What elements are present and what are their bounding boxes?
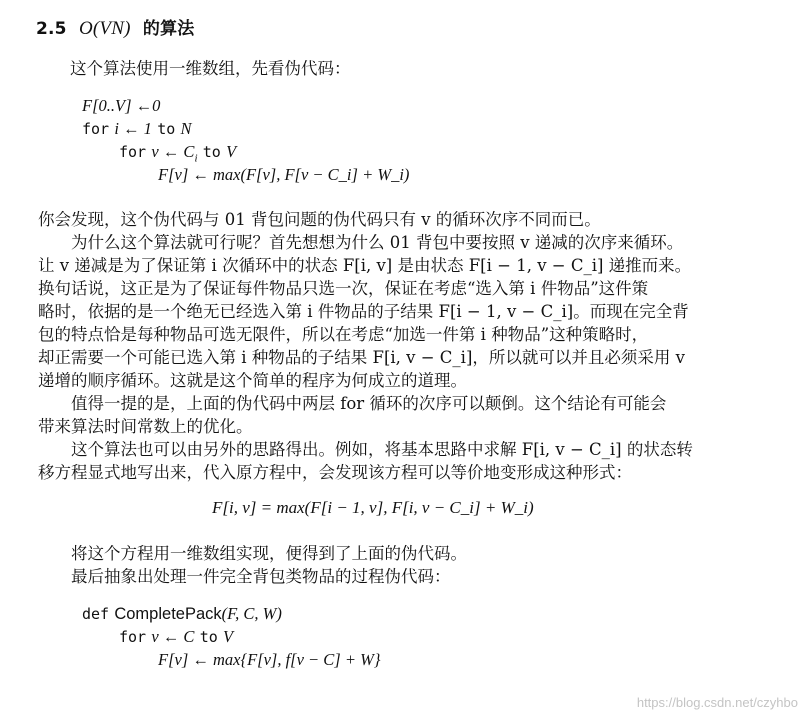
code2-line3: F[v] ← max{F[v], f[v − C] + W} [158,650,381,669]
code1-line3-end: V [226,142,237,161]
code1-line3-mid: v ← C [151,142,195,161]
intro-text: 这个算法使用一维数组，先看伪代码： [70,59,351,78]
paragraph-line: 包的特点恰是每种物品可选无限件，所以在考虑“加选一件第 i 种物品”这种策略时， [38,325,649,344]
section-heading [36,14,194,40]
paragraph-line: 略时，依据的是一个绝无已经选入第 i 件物品的子结果 F[i − 1, v − C_i]。而现在完全背 [38,302,689,321]
code1-line3 [119,142,236,164]
display-equation: F[i, v] = max(F[i − 1, v], F[i, v − C_i] + W_i) [212,498,534,517]
code1-line3-for: for [119,143,147,161]
code1-line2-to: to [157,120,176,138]
code1-line2 [82,119,192,139]
code1-line1: F[0..V] ←0 [82,96,161,115]
code2-fn-name: CompletePack [114,605,222,623]
code1-line4: F[v] ← max(F[v], F[v − C_i] + W_i) [158,165,410,184]
code2-line2-to: to [199,628,218,646]
code2-def: def [82,605,110,623]
code2-line2-for: for [119,628,147,646]
paragraph-line: 却正需要一个可能已选入第 i 种物品的子结果 F[i, v − C_i]，所以就可以并且必须采用 v [38,348,685,367]
paragraph-line: 最后抽象出处理一件完全背包类物品的过程伪代码： [38,567,451,586]
section-number: 2.5 [36,19,67,39]
code1-line3-to: to [202,143,221,161]
watermark-text: https://blog.csdn.net/czyhbo [636,695,798,710]
code1-line2-end: N [180,119,192,138]
paragraph-line: 将这个方程用一维数组实现，便得到了上面的伪代码。 [38,544,467,563]
paragraph-line: 带来算法时间常数上的优化。 [38,417,253,436]
paragraph-line: 这个算法也可以由另外的思路得出。例如，将基本思路中求解 F[i, v − C_i] 的状态转 [38,440,693,459]
section-title-suffix: 的算法 [142,19,195,39]
paragraph-line: 让 v 递减是为了保证第 i 次循环中的状态 F[i, v] 是由状态 F[i − 1, v − C_i] 递推而来。 [38,256,692,275]
code2-fn-args: (F, C, W) [221,604,282,623]
code1-line2-mid: i ← 1 [114,119,152,138]
paragraph-line: 换句话说，这正是为了保证每件物品只选一次，保证在考虑“选入第 i 件物品”这件策 [38,279,649,298]
paragraph-line: 递增的顺序循环。这就是这个简单的程序为何成立的道理。 [38,371,467,390]
code1-line2-for: for [82,120,110,138]
code2-line2-mid: v ← C [151,627,195,646]
paragraph-line: 你会发现，这个伪代码与 01 背包问题的伪代码只有 v 的循环次序不同而已。 [38,210,601,229]
paragraph-line: 为什么这个算法就可行呢？首先想想为什么 01 背包中要按照 v 递减的次序来循环。 [38,233,684,252]
code2-line1 [82,604,282,624]
paragraph-line: 值得一提的是，上面的伪代码中两层 for 循环的次序可以颠倒。这个结论有可能会 [38,394,667,413]
section-complexity: O(VN) [78,18,131,39]
code1-line3-sub: i [194,152,198,165]
code2-line2 [119,627,233,647]
paragraph-line: 移方程显式地写出来，代入原方程中，会发现该方程可以等价地变形成这种形式： [38,463,632,482]
code2-line2-end: V [223,627,234,646]
